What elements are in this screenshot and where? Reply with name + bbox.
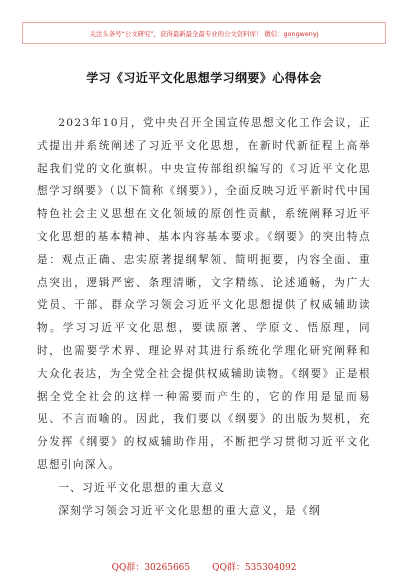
header-banner-text: 关注头条号“公文研究”，获得最新最全最专业的公文资料库！ 微信：gongwenyj [89,29,319,38]
footer-qq-group-1: QQ群：30265665 [111,563,191,573]
body-paragraph: 深刻学习领会习近平文化思想的重大意义，是《纲 [58,504,321,517]
footer [0,560,408,574]
document-body [37,112,371,522]
section-heading: 一、习近平文化思想的重大意义 [58,481,226,494]
body-paragraph: 2023年10月，党中央召开全国宣传思想文化工作会议，正式提出并系统阐述了习近平文化思想，在新时代新征程上高举起我们党的文化旗帜。中央宣传部组织编写的《习近平文化思想学习纲要》（以下简称《纲要》），全面反映习近平新时代中国特色社会主义思想在文化领域的原创性贡献，系统阐释习近平文化思想的基本精神、基本内容基本要求。《纲要》的突出特点是：观点正确、忠实原著提纲挈领、简明扼要，内容全面、重点突出，逻辑严密、条理清晰，文字精练、论述通畅，为广大党员、干部、群众学习领会习近平文化思想提供了权威辅助读物。学习习近平文化思想，要读原著、学原文、悟原理，同时，也需要学术界、理论界对其进行系统化学理化研究阐释和大众化表达，为全党全社会提供权威辅助读物。《纲要》正是根据全党全社会的这样一种需要而产生的，它的作用是显而易见、不言而喻的。因此，我们要以《纲要》的出版为契机，充分发挥《纲要》的权威辅助作用，不断把学习贯彻习近平文化思想引向深入。 [37,117,371,471]
footer-qq-group-2: QQ群：535304092 [212,563,297,573]
header-banner [22,22,386,44]
document-title: 学习《习近平文化思想学习纲要》心得体会 [86,71,322,85]
